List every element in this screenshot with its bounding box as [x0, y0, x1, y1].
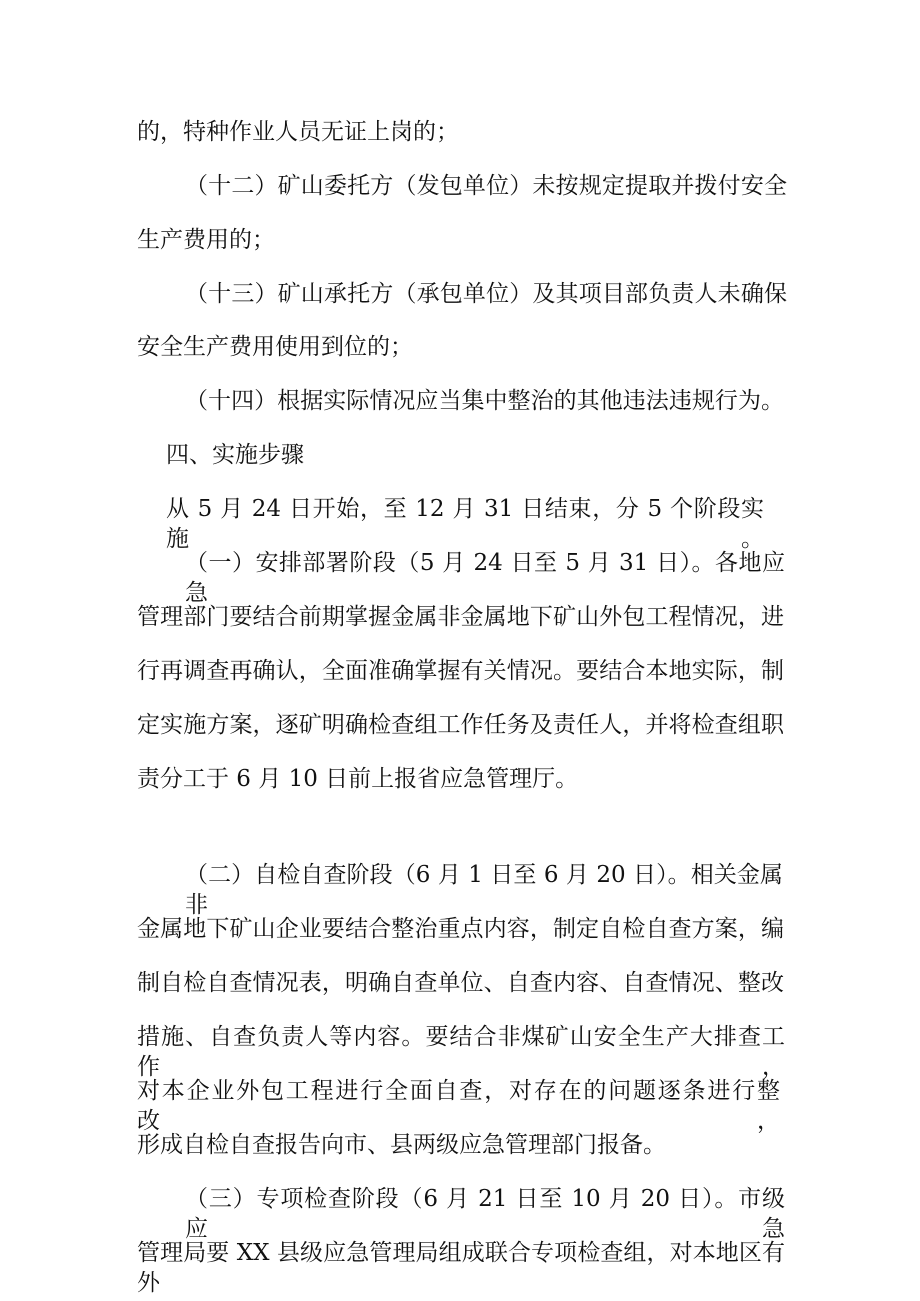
text-line-5: 安全生产费用使用到位的； [137, 334, 413, 360]
text-line-14: （二）自检自查阶段（6 月 1 日至 6 月 20 日）。相关金属非 [185, 862, 783, 918]
text-line-17: 措施、自查负责人等内容。要结合非煤矿山安全生产大排查工作， [137, 1024, 785, 1080]
text-line-11: 行再调查再确认，全面准确掌握有关情况。要结合本地实际，制 [137, 658, 784, 684]
text-line-2: （十二）矿山委托方（发包单位）未按规定提取并拨付安全 [185, 173, 787, 199]
text-line-3: 生产费用的； [137, 227, 275, 253]
text-line-10: 管理部门要结合前期掌握金属非金属地下矿山外包工程情况，进 [137, 604, 784, 630]
text-line-18: 对本企业外包工程进行全面自查，对存在的问题逐条进行整改， [137, 1078, 780, 1134]
text-line-1: 的，特种作业人员无证上岗的； [137, 119, 459, 145]
text-line-9: （一）安排部署阶段（5 月 24 日至 5 月 31 日）。各地应急 [185, 550, 785, 606]
text-line-21: 管理局要 XX 县级应急管理局组成联合专项检查组，对本地区有外 [137, 1240, 785, 1296]
text-line-16: 制自检自查情况表，明确自查单位、自查内容、自查情况、整改 [137, 970, 784, 996]
text-line-8: 从 5 月 24 日开始，至 12 月 31 日结束，分 5 个阶段实施。 [166, 496, 764, 552]
text-line-20: （三）专项检查阶段（6 月 21 日至 10 月 20 日）。市级应急 [185, 1186, 785, 1242]
text-line-6: （十四）根据实际情况应当集中整治的其他违法违规行为。 [185, 388, 784, 414]
text-line-13: 责分工于 6 月 10 日前上报省应急管理厅。 [137, 766, 579, 792]
text-line-12: 定实施方案，逐矿明确检查组工作任务及责任人，并将检查组职 [137, 712, 784, 738]
text-line-15: 金属地下矿山企业要结合整治重点内容，制定自检自查方案，编 [137, 916, 784, 942]
section-heading: 四、实施步骤 [166, 442, 304, 468]
text-line-19: 形成自检自查报告向市、县两级应急管理部门报备。 [137, 1132, 666, 1158]
text-line-4: （十三）矿山承托方（承包单位）及其项目部负责人未确保 [185, 281, 787, 307]
